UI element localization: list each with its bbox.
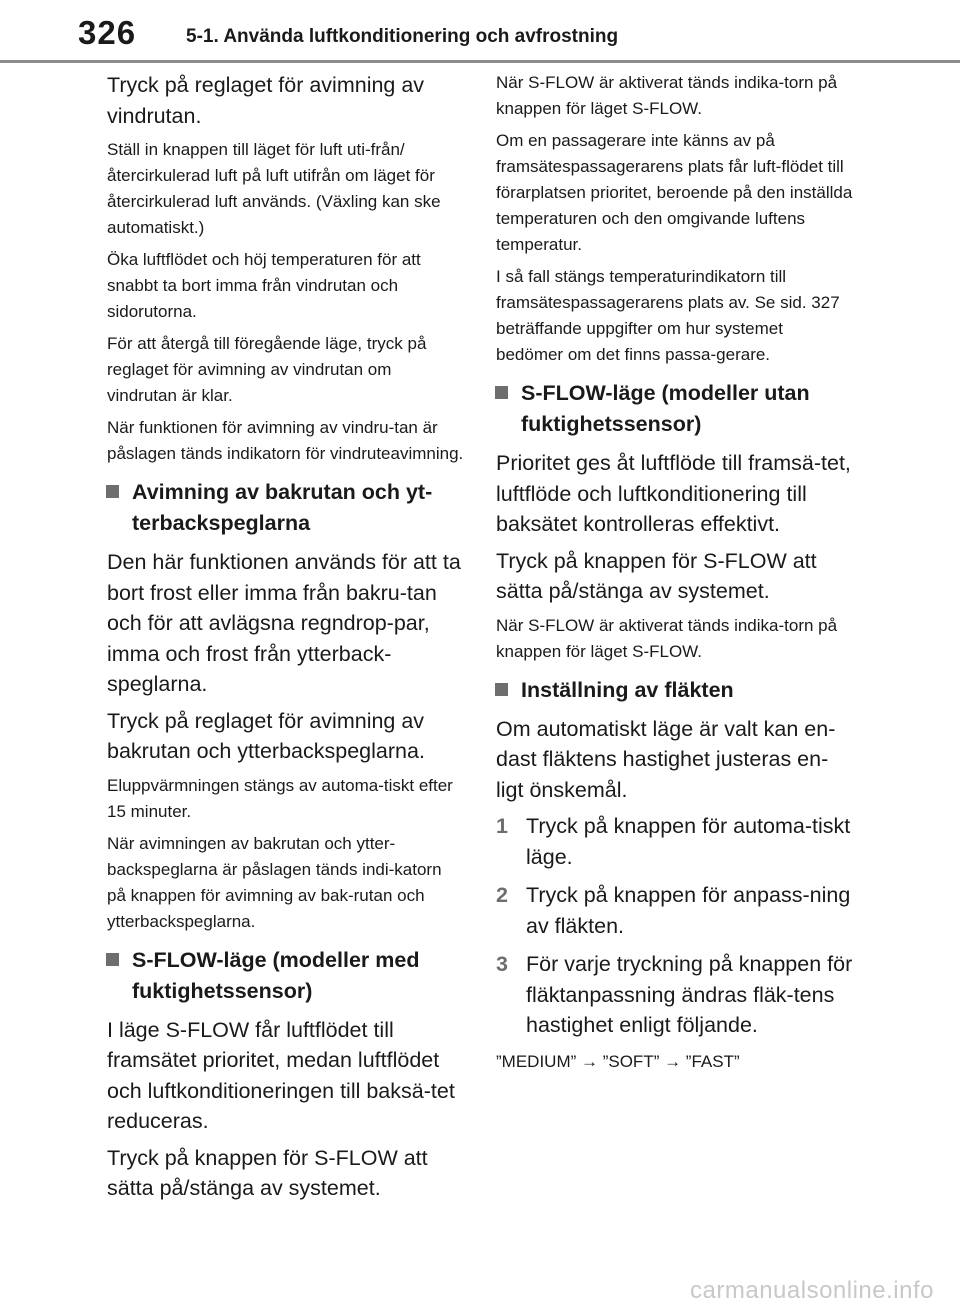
chapter-title: 5-1. Använda luftkonditionering och avfrostning (186, 26, 619, 47)
paragraph: Tryck på knappen för S-FLOW att sätta på/stänga av systemet. (107, 1145, 428, 1200)
note: När funktionen för avimning av vindru-tan är påslagen tänds indikatorn för vindruteavimning. (107, 418, 464, 463)
section-heading-text: Avimning av bakrutan och yt-terbackspeglarna (132, 480, 433, 535)
step-number: 1 (496, 814, 508, 838)
step-text: För varje tryckning på knappen för fläktanpassning ändras fläk-tens hastighet enligt följande. (526, 952, 853, 1037)
left-column (107, 70, 465, 1210)
note: Eluppvärmningen stängs av automa-tiskt efter 15 minuter. (107, 775, 453, 821)
section-heading (107, 477, 465, 539)
paragraph: Tryck på reglaget för avimning av vindrutan. (107, 73, 425, 128)
header-divider (0, 60, 960, 63)
step-item (496, 811, 854, 872)
step-number: 2 (496, 883, 508, 907)
right-column (496, 70, 854, 1081)
section-heading (107, 945, 465, 1007)
section-heading-text: S-FLOW-läge (modeller utan fuktighetssensor) (521, 381, 810, 436)
step-text: Tryck på knappen för automa-tiskt läge. (526, 814, 851, 869)
page-header (0, 0, 960, 70)
section-heading (496, 378, 854, 440)
section-heading (496, 675, 854, 706)
page-number: 326 (78, 14, 137, 51)
note: Om en passagerare inte känns av på framsätespassagerarens plats får luft-flödet till förarplatsen prioritet, beroende på den inställda temperaturen och den omgivande luftens temperatur. (496, 131, 853, 254)
square-bullet-icon (495, 386, 508, 399)
note: När avimningen av bakrutan och ytter-backspeglarna är påslagen tänds indi-katorn på knappen för avimning av bak-rutan och ytterbackspeglarna. (107, 833, 442, 931)
square-bullet-icon (495, 683, 508, 696)
square-bullet-icon (106, 485, 119, 498)
square-bullet-icon (106, 953, 119, 966)
paragraph: Tryck på reglaget för avimning av bakrutan och ytterbackspeglarna. (107, 708, 425, 763)
note: För att återgå till föregående läge, tryck på reglaget för avimning av vindrutan om vindrutan är klar. (107, 334, 427, 405)
note: När S-FLOW är aktiverat tänds indika-torn på knappen för läget S-FLOW. (496, 615, 838, 661)
note: Ställ in knappen till läget för luft uti-från/återcirkulerad luft på luft utifrån om läget för återcirkulerad luft används. (Växling kan ske automatiskt.) (107, 140, 441, 237)
section-heading-text: S-FLOW-läge (modeller med fuktighetssensor) (132, 947, 420, 1003)
step-item (496, 880, 854, 941)
step-text: Tryck på knappen för anpass-ning av fläkten. (526, 883, 851, 938)
paragraph: Den här funktionen används för att ta bort frost eller imma från bakru-tan och för att avlägsna regndrop-par, imma och frost från ytterback-speglarna. (107, 550, 461, 696)
fan-speed-sequence: ”MEDIUM” → ”SOFT” → ”FAST” (496, 1051, 740, 1071)
watermark: carmanualsonline.info (690, 1277, 934, 1304)
section-heading-text: Inställning av fläkten (521, 677, 734, 702)
step-number: 3 (496, 952, 508, 976)
note: I så fall stängs temperaturindikatorn till framsätespassagerarens plats av. Se sid. 327 beträffande uppgifter om hur systemet bedömer om det finns passa-gerare. (496, 267, 840, 364)
paragraph: Tryck på knappen för S-FLOW att sätta på/stänga av systemet. (496, 548, 817, 603)
note: När S-FLOW är aktiverat tänds indika-torn på knappen för läget S-FLOW. (496, 73, 838, 118)
note: Öka luftflödet och höj temperaturen för att snabbt ta bort imma från vindrutan och sidorutorna. (107, 250, 421, 321)
step-item (496, 949, 854, 1041)
paragraph: Om automatiskt läge är valt kan en-dast fläktens hastighet justeras en-ligt önskemål. (496, 716, 836, 802)
paragraph: I läge S-FLOW får luftflödet till framsätet prioritet, medan luftflödet och luftkonditioneringen till baksä-tet reduceras. (107, 1017, 455, 1133)
paragraph: Prioritet ges åt luftflöde till framsä-tet, luftflöde och luftkonditionering till baksätet kontrolleras effektivt. (496, 451, 851, 536)
